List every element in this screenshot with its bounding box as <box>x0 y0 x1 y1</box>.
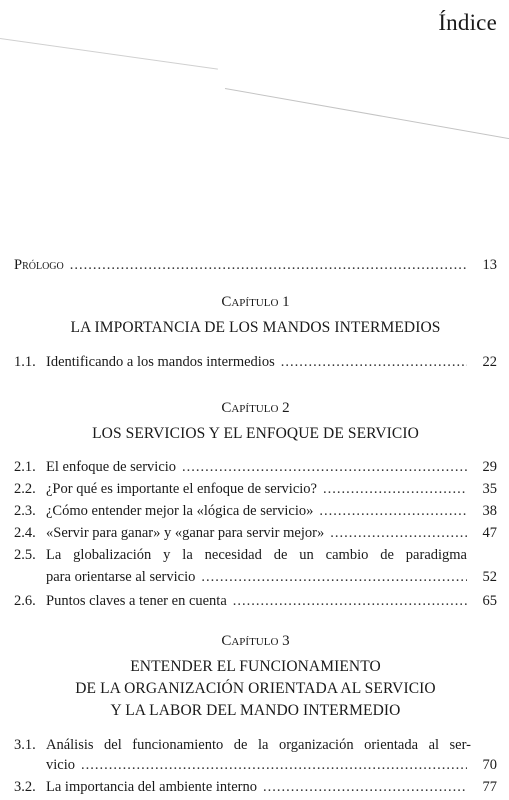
leader-dots <box>330 524 467 542</box>
leader-dots <box>182 458 467 476</box>
toc-entry-number: 2.5. <box>14 547 36 563</box>
toc-entry-page: 70 <box>482 757 497 773</box>
leader-dots <box>319 502 467 520</box>
toc-entry-page: 47 <box>482 525 497 541</box>
toc-entry-page: 35 <box>482 481 497 497</box>
page-title: Índice <box>438 10 497 35</box>
toc-entry-number: 3.2. <box>14 779 36 795</box>
leader-dots <box>201 568 467 586</box>
toc-entry-text: Puntos claves a tener en cuenta <box>46 593 227 609</box>
leader-dots <box>70 256 467 274</box>
toc-entry-number: 2.4. <box>14 525 36 541</box>
toc-entry-text: «Servir para ganar» y «ganar para servir mejor» <box>46 525 325 541</box>
toc-entry[interactable] <box>14 546 497 586</box>
chapter-title: LOS SERVICIOS Y EL ENFOQUE DE SERVICIO <box>92 425 419 442</box>
toc-entry-text-line2: para orientarse al servicio <box>46 569 196 585</box>
toc-entry-page: 38 <box>482 503 497 519</box>
leader-dots <box>323 480 467 498</box>
toc-entry-number: 3.1. <box>14 737 36 753</box>
toc-entry-page: 52 <box>482 569 497 585</box>
toc-entry-number: 2.1. <box>14 459 36 475</box>
scan-mark <box>0 38 218 70</box>
chapter-title: LA IMPORTANCIA DE LOS MANDOS INTERMEDIOS <box>70 319 441 336</box>
toc-entry-text: La importancia del ambiente interno <box>46 779 257 795</box>
toc-entry-page: 22 <box>482 354 497 370</box>
toc-entry-page: 65 <box>482 593 497 609</box>
leader-dots <box>81 756 467 774</box>
chapter-label: Capítulo 3 <box>221 633 290 649</box>
toc-entry-text: ¿Cómo entender mejor la «lógica de servicio» <box>46 503 314 519</box>
chapter-title-line: Y LA LABOR DEL MANDO INTERMEDIO <box>110 702 401 719</box>
toc-entry-text-line1: La globalización y la necesidad de un cambio de paradigma <box>46 547 467 563</box>
leader-dots <box>233 592 467 610</box>
leader-dots <box>263 778 467 796</box>
toc-entry-text: El enfoque de servicio <box>46 459 177 475</box>
toc-entry-page: 29 <box>482 459 497 475</box>
scan-mark <box>225 88 509 139</box>
chapter-label: Capítulo 1 <box>221 294 290 310</box>
toc-entry-number: 2.6. <box>14 593 36 609</box>
chapter-label: Capítulo 2 <box>221 400 290 416</box>
toc-entry-number: 2.3. <box>14 503 36 519</box>
toc-entry-page: 77 <box>482 779 497 795</box>
toc-entry-text: ¿Por qué es importante el enfoque de servicio? <box>46 481 317 497</box>
toc-entry-text: Identificando a los mandos intermedios <box>46 354 275 370</box>
leader-dots <box>281 353 467 371</box>
toc-entry-page: 13 <box>482 257 497 273</box>
toc-entry-text-line2: vicio <box>46 757 75 773</box>
toc-entry-text-line1: Análisis del funcionamiento de la organización orientada al ser- <box>46 737 471 753</box>
toc-entry-text: Prólogo <box>14 257 64 273</box>
toc-entry[interactable] <box>14 736 497 776</box>
toc-entry-number: 1.1. <box>14 354 36 370</box>
chapter-title-line: ENTENDER EL FUNCIONAMIENTO <box>130 658 381 675</box>
toc-entry-number: 2.2. <box>14 481 36 497</box>
chapter-title-line: DE LA ORGANIZACIÓN ORIENTADA AL SERVICIO <box>75 680 436 697</box>
